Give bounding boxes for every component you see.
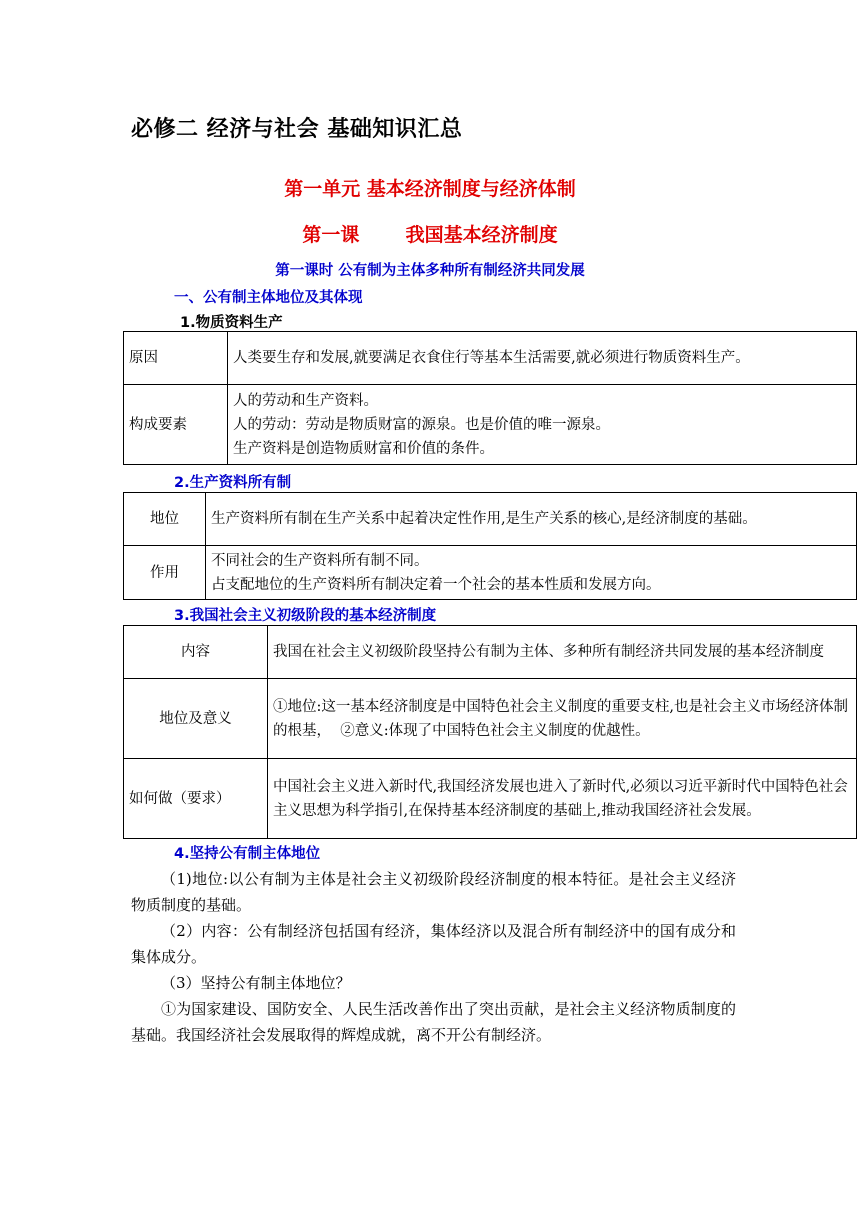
- row-label: 地位及意义: [124, 679, 268, 759]
- section-heading: 一、公有制主体地位及其体现: [174, 290, 363, 306]
- table-ownership: [123, 492, 857, 600]
- row-label: 如何做（要求）: [124, 759, 268, 839]
- row-label: 原因: [124, 332, 228, 385]
- row-label: 内容: [124, 626, 268, 679]
- table-row: [124, 759, 857, 839]
- row-content: ①地位:这一基本经济制度是中国特色社会主义制度的重要支柱,也是社会主义市场经济体制的根基， ②意义:体现了中国特色社会主义制度的优越性。: [268, 679, 857, 759]
- subsection-heading-1: 1.物质资料生产: [180, 315, 283, 331]
- period-heading: 第一课时 公有制为主体多种所有制经济共同发展: [275, 263, 585, 279]
- subsection-heading-4: 4.坚持公有制主体地位: [174, 846, 321, 862]
- subsection-heading-3: 3.我国社会主义初级阶段的基本经济制度: [174, 608, 437, 624]
- paragraph-question: （3）坚持公有制主体地位？: [161, 974, 351, 992]
- lesson-heading: 第一课 我国基本经济制度: [302, 224, 558, 246]
- table-row: [124, 332, 857, 385]
- row-label: 构成要素: [124, 385, 228, 465]
- row-content: 中国社会主义进入新时代,我国经济发展也进入了新时代,必须以习近平新时代中国特色社会主义思想为科学指引,在保持基本经济制度的基础上,推动我国经济社会发展。: [268, 759, 857, 839]
- row-label: 地位: [124, 493, 206, 546]
- row-content: 不同社会的生产资料所有制不同。 占支配地位的生产资料所有制决定着一个社会的基本性质和发展方向。: [206, 546, 857, 600]
- row-label: 作用: [124, 546, 206, 600]
- unit-heading: 第一单元 基本经济制度与经济体制: [284, 178, 576, 200]
- table-row: [124, 626, 857, 679]
- table-row: [124, 679, 857, 759]
- subsection-heading-2: 2.生产资料所有制: [174, 475, 292, 491]
- row-content: 生产资料所有制在生产关系中起着决定性作用,是生产关系的核心,是经济制度的基础。: [206, 493, 857, 546]
- table-material-production: [123, 331, 857, 465]
- table-row: [124, 546, 857, 600]
- body-paragraphs: [131, 866, 736, 1048]
- paragraph-content: （2）内容：公有制经济包括国有经济，集体经济以及混合所有制经济中的国有成分和集体成分。: [131, 922, 736, 966]
- row-content: 人类要生存和发展,就要满足衣食住行等基本生活需要,就必须进行物质资料生产。: [228, 332, 857, 385]
- table-basic-economic-system: [123, 625, 857, 839]
- paragraph-answer: ①为国家建设、国防安全、人民生活改善作出了突出贡献，是社会主义经济物质制度的基础。我国经济社会发展取得的辉煌成就，离不开公有制经济。: [131, 1000, 736, 1044]
- row-content: 我国在社会主义初级阶段坚持公有制为主体、多种所有制经济共同发展的基本经济制度: [268, 626, 857, 679]
- table-row: [124, 385, 857, 465]
- row-content: 人的劳动和生产资料。 人的劳动：劳动是物质财富的源泉。也是价值的唯一源泉。 生产资料是创造物质财富和价值的条件。: [228, 385, 857, 465]
- document-title: 必修二 经济与社会 基础知识汇总: [131, 117, 463, 142]
- paragraph-position: （1)地位:以公有制为主体是社会主义初级阶段经济制度的根本特征。是社会主义经济物质制度的基础。: [131, 870, 736, 914]
- table-row: [124, 493, 857, 546]
